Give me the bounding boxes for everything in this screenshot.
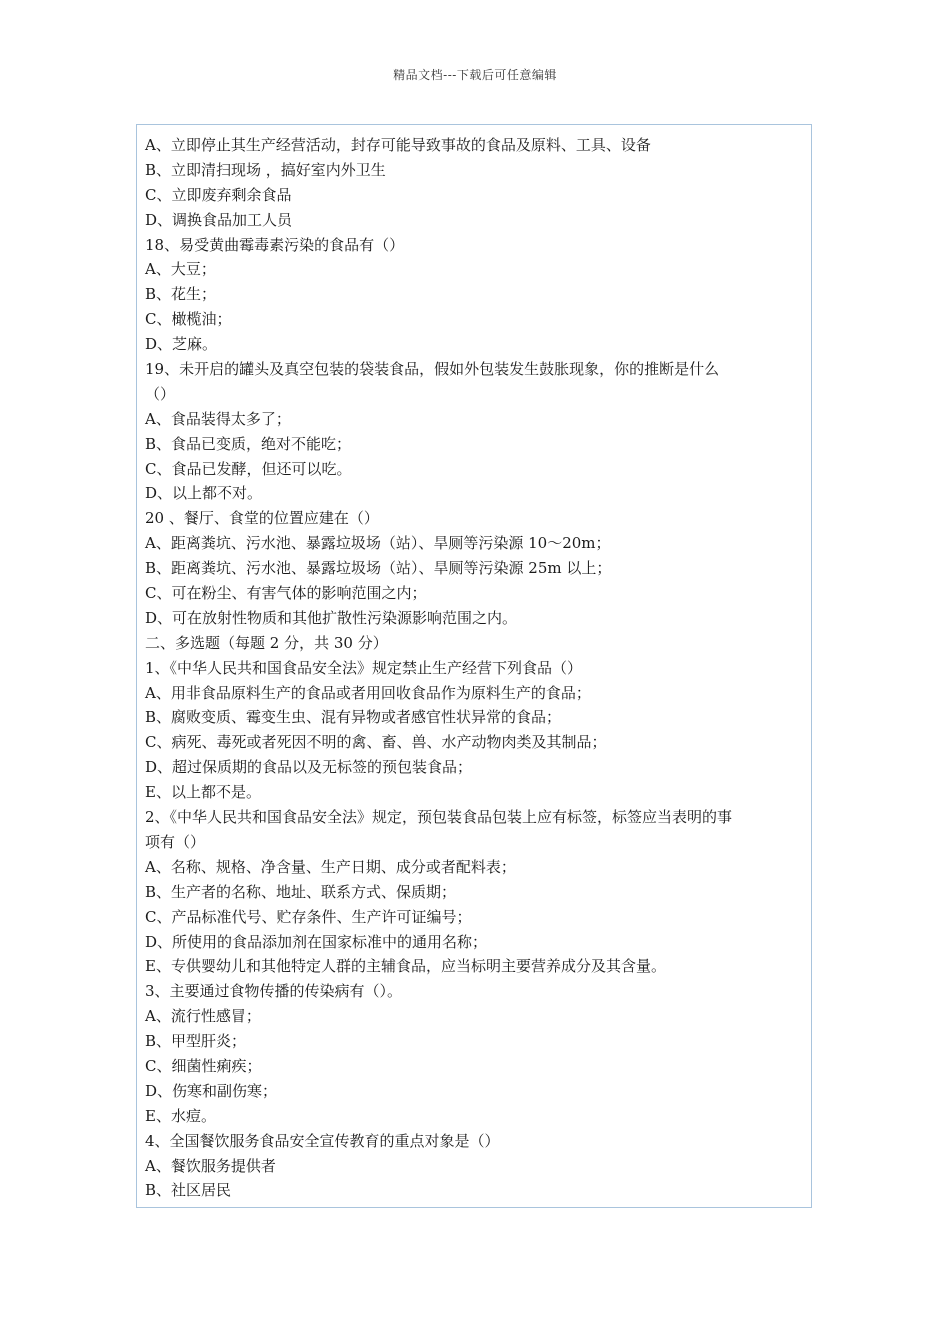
text-line: B、腐败变质、霉变生虫、混有异物或者感官性状异常的食品； [145,708,562,727]
text-line: E、水痘。 [145,1106,216,1125]
text-line: B、立即清扫现场 ，搞好室内外卫生 [145,160,386,179]
text-line: C、立即废弃剩余食品 [145,185,292,204]
text-line: C、食品已发酵，但还可以吃。 [145,459,352,478]
text-line: E、以上都不是。 [145,783,261,802]
text-line: D、所使用的食品添加剂在国家标准中的通用名称； [145,932,488,951]
page-header: 精品文档---下载后可任意编辑 [393,68,557,82]
document-content [136,124,812,1208]
text-line: E、专供婴幼儿和其他特定人群的主辅食品，应当标明主要营养成分及其含量。 [145,957,666,976]
text-line: A、大豆； [145,260,216,279]
text-line: A、立即停止其生产经营活动，封存可能导致事故的食品及原料、工具、设备 [145,136,651,154]
text-line: B、距离粪坑、污水池、暴露垃圾场（站）、旱厕等污染源 25m 以上； [145,559,612,578]
text-line: B、食品已变质，绝对不能吃； [145,434,352,453]
text-line: B、生产者的名称、地址、联系方式、保质期； [145,882,457,901]
text-line: D、可在放射性物质和其他扩散性污染源影响范围之内。 [145,608,518,627]
text-line: A、用非食品原料生产的食品或者用回收食品作为原料生产的食品； [145,683,591,702]
text-line: C、可在粉尘、有害气体的影响范围之内； [145,584,427,603]
text-line: A、流行性感冒； [145,1007,261,1026]
text-line: 2、《中华人民共和国食品安全法》规定，预包装食品包装上应有标签，标签应当表明的事 [145,808,733,827]
text-line: 二、多选题（每题 2 分，共 30 分） [145,633,388,652]
text-line: A、名称、规格、净含量、生产日期、成分或者配料表； [145,857,516,876]
text-line: B、甲型肝炎； [145,1032,247,1051]
text-line: C、橄榄油； [145,310,232,329]
text-line: 19、未开启的罐头及真空包装的袋装食品，假如外包装发生鼓胀现象，你的推断是什么 [145,360,720,379]
text-line: 项有（） [145,832,206,851]
text-line: 18、易受黄曲霉毒素污染的食品有（） [145,235,405,254]
text-line: B、社区居民 [145,1181,232,1200]
text-line: D、调换食品加工人员 [145,210,293,229]
text-line: 1、《中华人民共和国食品安全法》规定禁止生产经营下列食品（） [145,658,583,677]
text-line: D、伤寒和副伤寒； [145,1081,278,1100]
text-line: 4、全国餐饮服务食品安全宣传教育的重点对象是（） [145,1131,500,1150]
text-line: D、超过保质期的食品以及无标签的预包装食品； [145,758,473,777]
text-line: C、产品标准代号、贮存条件、生产许可证编号； [145,907,472,926]
text-line: C、病死、毒死或者死因不明的禽、畜、兽、水产动物肉类及其制品； [145,733,607,752]
text-line: A、距离粪坑、污水池、暴露垃圾场（站）、旱厕等污染源 10～20m； [145,534,611,553]
text-line: （） [145,384,176,403]
text-line: A、餐饮服务提供者 [145,1156,276,1175]
text-line: 3、主要通过食物传播的传染病有（）。 [145,982,403,1001]
text-line: A、食品装得太多了； [145,409,291,428]
text-line: D、以上都不对。 [145,484,263,503]
text-line: C、细菌性痢疾； [145,1056,262,1075]
text-line: 20 、餐厅、食堂的位置应建在（） [145,509,379,528]
text-line: B、花生； [145,285,217,304]
text-line: D、芝麻。 [145,335,218,354]
